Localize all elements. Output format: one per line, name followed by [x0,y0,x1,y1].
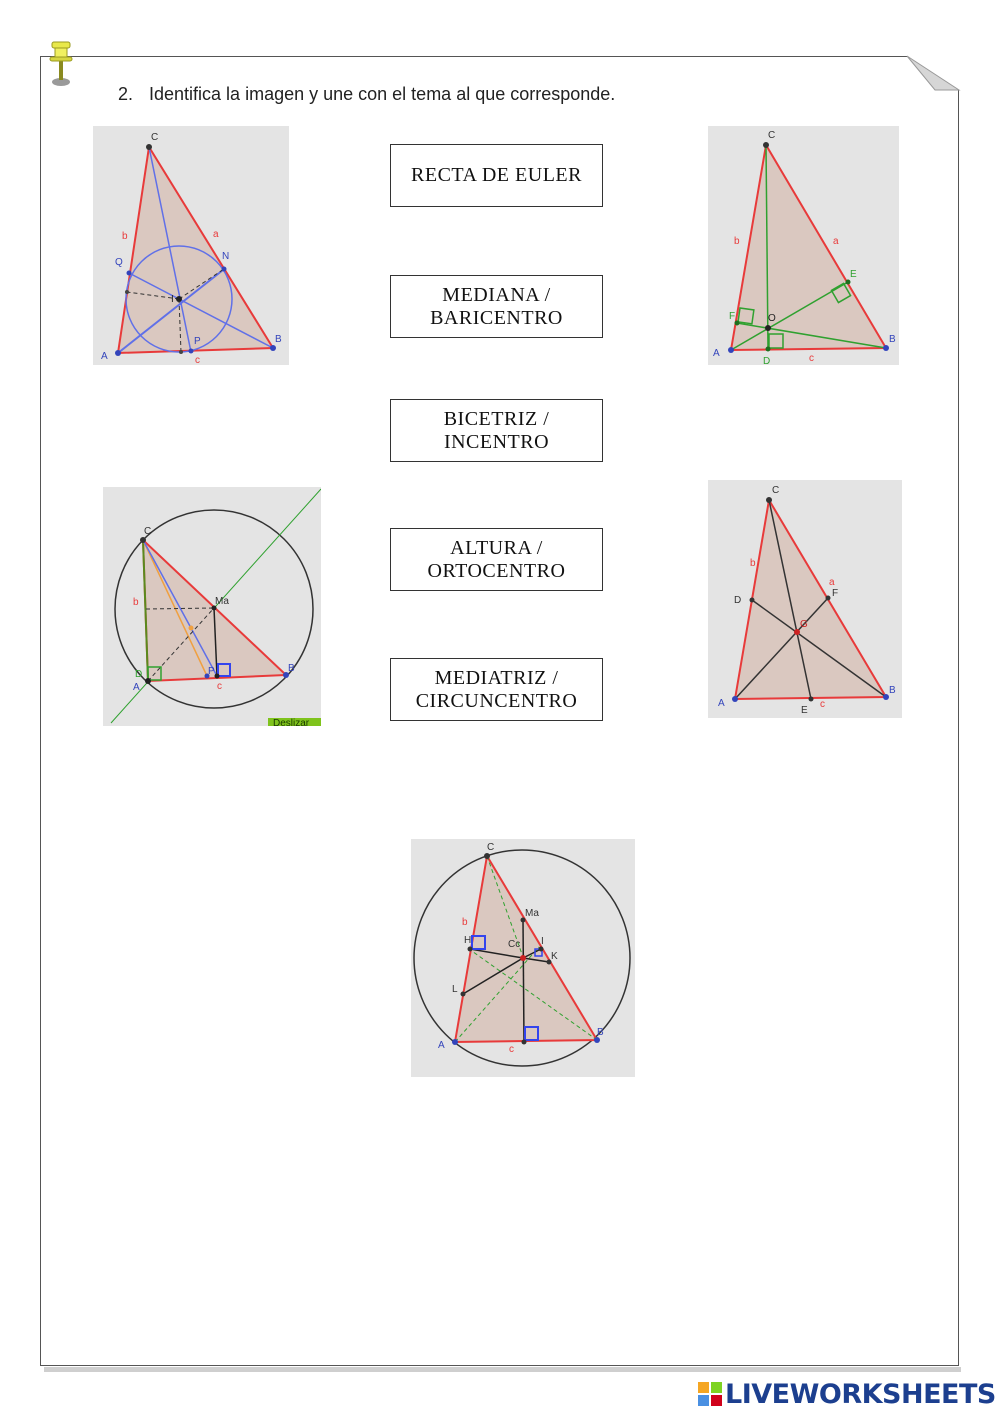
label-i: I [171,294,174,305]
label-p: P [194,336,201,347]
box-line: CIRCUNCENTRO [415,689,578,712]
figure-euler[interactable] [411,839,635,1077]
box-line: ORTOCENTRO [427,559,566,582]
figure-circumcenter-right[interactable] [103,487,321,726]
figure-incenter[interactable] [93,126,289,365]
label-side-b: b [734,236,740,247]
label-a: A [133,682,140,693]
instruction-body: Identifica la imagen y une con el tema al que corresponde. [149,84,616,104]
box-line: ALTURA / [450,536,543,559]
brand-name: LIVEWORKSHEETS [725,1378,996,1410]
label-side-b: b [462,917,468,928]
liveworksheets-brand[interactable] [697,1378,996,1410]
label-a: A [438,1040,445,1051]
label-o: O [768,313,776,324]
label-side-b: b [122,231,128,242]
label-c: C [151,132,159,143]
label-b: B [288,663,295,674]
label-side-a: a [213,229,219,240]
label-m: Ma [525,908,539,919]
label-side-c: c [509,1044,514,1055]
label-b: B [275,334,282,345]
box-line: BARICENTRO [430,306,563,329]
box-line: INCENTRO [443,430,550,453]
box-line: BICETRIZ / [443,407,550,430]
label-side-c: c [809,353,814,364]
answer-box-mediatriz-circuncentro[interactable] [390,658,603,721]
label-k: K [551,951,558,962]
label-c: C [144,526,152,537]
figure-orthocenter[interactable] [708,126,899,365]
label-d: D [734,595,742,606]
label-side-b: b [750,558,756,569]
instruction-text [118,84,615,105]
label-i: I [541,936,544,947]
label-e: E [850,269,857,280]
page-shadow [44,1367,961,1372]
answer-box-bicetriz-incentro[interactable] [390,399,603,462]
label-c: C [772,485,780,496]
label-a: A [713,348,720,359]
answer-box-recta-de-euler[interactable] [390,144,603,207]
label-side-c: c [820,699,825,710]
label-c: C [487,842,495,853]
label-g: G [800,619,808,630]
label-f: F [832,588,839,599]
box-line: MEDIANA / [442,283,551,306]
label-q: Q [115,257,123,268]
label-a: A [718,698,725,709]
label-a: A [101,351,108,362]
slider-button-label: Deslizar [273,718,310,726]
label-side-a: a [833,236,839,247]
figure-centroid[interactable] [708,480,902,718]
label-l: L [452,984,458,995]
liveworksheets-logo-icon [697,1381,723,1407]
label-side-c: c [195,355,200,365]
label-p: P [208,666,215,677]
label-d: D [135,669,143,680]
label-c: C [768,130,776,141]
label-d: D [763,356,771,365]
box-line: MEDIATRIZ / [434,666,559,689]
instruction-number: 2. [118,84,134,104]
answer-box-altura-ortocentro[interactable] [390,528,603,591]
page-curl-icon [905,54,961,94]
label-b: B [889,334,896,345]
label-b: B [597,1027,604,1038]
label-h: H [464,935,472,946]
label-side-b: b [133,597,139,608]
label-m: Ma [215,596,229,607]
label-e: E [801,705,808,716]
box-line: RECTA DE EULER [411,164,582,186]
label-f: F [729,311,736,322]
label-b: B [889,685,896,696]
pushpin-icon [46,38,76,88]
answer-box-mediana-baricentro[interactable] [390,275,603,338]
label-side-c: c [217,681,222,692]
label-cc: Cc [508,939,521,950]
label-n: N [222,251,230,262]
label-side-a: a [829,577,835,588]
